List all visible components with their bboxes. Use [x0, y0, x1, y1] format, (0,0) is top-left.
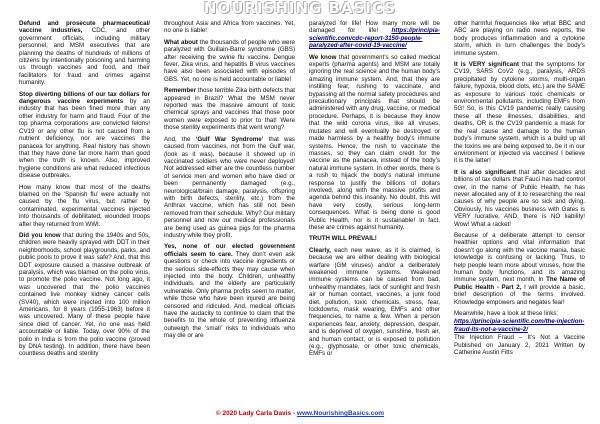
column-2 [164, 20, 295, 406]
paragraph [309, 54, 440, 232]
paragraph [454, 169, 585, 228]
paragraph [454, 232, 585, 306]
column-1 [19, 20, 150, 406]
paragraph-text: that was caused from vaccines, not from the Gulf war, (look as it was), because it showed up in vaccinated soldiers who were never deployed! Not addressed either are the countless number of service men and women who have died or been permanently damaged (e.g., neurological/brain damage, paralysis, offspring with birth defects, sterility, etc.) from the Anthrax vaccine, which has still not been removed from their schedule. Why? Our military personnel and now our medical professionals are being used as guinea pigs for the pharma industry while they profit. [164, 135, 295, 239]
paragraph: throughout Asia and Africa from vaccines. Yet, no one is liable! [164, 20, 295, 35]
paragraph [164, 243, 295, 339]
paragraph [309, 20, 440, 50]
paragraph [164, 39, 295, 83]
paragraph: other harmful frequencies like what BBC and ABC are playing on radio news reports, the body produces inflammation and a cytokine storm, which in turn challenges the body’s immune system. [454, 20, 585, 57]
lead-in: We know [309, 53, 337, 61]
lead-in: Stop diverting billions of our tax dollars for dangerous vaccine experiments [19, 90, 150, 106]
reference-link[interactable]: https://principia-scientific.com/the-injection-fraud-its-not-a-vaccine-2/ [454, 318, 585, 333]
paragraph-text: by an industry that has been fined more than any other industry for harm and fraud. Four of the top pharma corporations are convicted felons! CV19 or any other flu is not caused from a nutrient deficiency, nor are vaccines the panacea for anything. Real history has shown that they have done far more harm than good when the truth is known. Also, improved hygiene conditions are what reduced infectious disease outbreaks. [19, 98, 150, 180]
lead-in: It is also significant [454, 168, 516, 176]
paragraph-text: that government’s so called medical experts (pharma agents) and MSM are totally ignoring the real science and the human body’s amazing immune system. And, that they are instilling fear, rushing to vaccinate, and bypassing all the normal safety procedures and precautionary principals that should be administered with any drug, vaccine, or medical procedure. Perhaps, it is because they know that the wild corona virus, like all viruses, mutates and will eventually be destroyed or made harmless by a healthy body’s immune systems. Hence, the rush to vaccinate the masses, so they can claim credit for the vaccine as the panacea, instead of the body’s natural immune system. In other words, there is a rush to hijack the body’s natural immune response to justify the billions of dollars involved, along with the massive profits and agenda behind this insanity. No doubt, this will have very costly, serious long-term consequences. What is being done is good Public Health, nor is it sustainable! In fact, these are crimes against humanity. [309, 53, 440, 231]
paragraph-text: that during the 1940s and 50s, children were heavily sprayed with DDT in their neighborhoods, school playgrounds, parks, and public pools to prove it was safe? And, that this DDT exposure caused a massive outbreak of paralysis, which was blamed on the polio virus, to promote the polio vaccine. Not long ago, it was uncovered that the polio vaccines contained live monkey kidney cancer cells (SV40), which were injected into 100 million Americans, for 8 years (1955-1963) before it was uncovered. Many of these people have since died of cancer. Yet, no one was held accountable or liable. Today, over 90% of the polio in India is from the polio vaccine (proved by DNA testing). In addition, there have been countless deaths and sterility [19, 231, 150, 358]
paragraph-text: I will provide a basic, brief description of the terms involved. Knowledge empowers and negates fear! [454, 283, 585, 306]
lead-in: Did you know [19, 231, 61, 239]
lead-in: Yes, none of our elected government officials seem to care. [164, 243, 295, 258]
column-3 [309, 20, 440, 406]
paragraph: How many know that most of the deaths blamed on the ‘Spanish flu’ were actually not caused by the flu virus, but rather by contaminated, experimental vaccines injected into thousands of debilitated, wounded troops after they returned from WWI. [19, 183, 150, 228]
reference-link[interactable]: https://principia-scientific.com/cdc-report-3150-people-paralyzed-after-covid-19-vaccine/ [309, 27, 440, 50]
citation: The Injection Fraud – It’s Not a Vaccine Published on January 2, 2021 Written by Catherine Austin Fitts [454, 334, 585, 357]
website-link[interactable]: www.NourishingBasics.com [296, 410, 385, 417]
column-4 [454, 20, 585, 406]
paragraph-text: Because of a deliberate attempt to censor healthier options and vital information that doesn’t go along with the vaccine mania, basic knowledge is confusing or lacking. Thus, to help people learn more about viruses, how the human body functions, and its amazing immune system, next month, In [454, 231, 585, 284]
paragraph-text: each new wave, as it is claimed, is because we are either dealing with biological warfare (GM viruses) and/or a deliberately weakened immune systems. Weakened immune systems can be caused from bad, unhealthy mandates, lack of sunlight and fresh air or human contact, vaccines, a junk food diet, pollution, toxic chemicals, stress, fear, lockdowns, mask wearing, EMFs and other frequencies, to name a few. When a person experiences fear, anxiety, depression, despair, and is deprived of oxygen, sunshine, fresh air, and human contact, or is exposed to pollution (e.g., glyphosate, or other toxic chemicals, EMFs or [309, 246, 440, 358]
paragraph-text: those terrible Zika birth defects that appeared in Brazil? What the MSM never reported was the massive amount of toxic chemical sprays and vaccines that those poor women were exposed to prior to that! Were those sterility experiments that went wrong? [164, 87, 295, 132]
lead-in: What about [164, 38, 198, 46]
page-title: NOURISHING BASICS [0, 0, 600, 17]
paragraph-text: the thousands of people who were paralyzed with Guillain-Barre syndrome (GBS) after receiving the swine flu vaccine. Dengue fever, Zika virus, and hepatitis B virus vaccines have also been associated with episodes of GBS. Yet, no one is held accountable or liable! [164, 38, 295, 83]
paragraph-text: Meanwhile, have a look at these links: [454, 310, 559, 318]
paragraph [164, 87, 295, 131]
paragraph [19, 232, 150, 358]
footer [0, 407, 600, 421]
section-heading: TRUTH WILL PREVAIL! [309, 235, 377, 243]
paragraph-text: paralyzed for life! How many more will be damaged for life! [309, 20, 440, 35]
paragraph [164, 136, 295, 240]
lead-in: Clearly, [309, 246, 331, 254]
paragraph [19, 91, 150, 180]
article-body [19, 20, 586, 406]
lead-in: The Name of Public Health - Part 2, [454, 276, 585, 291]
lead-in: Defund and prosecute pharmaceutical/ vaccine industries, [19, 20, 150, 35]
lead-in: Remember [164, 87, 196, 95]
paragraph [454, 61, 585, 165]
paragraph-text: They don’t even ask questions or check into vaccine ingredients or the serious side-effects they may cause when injected into the body. Children, unhealthy individuals, and the elderly are particularly vulnerable. Only pharma profits seem to matter, while those who have been injured are being censored and ridiculed. And, medical officials have the audacity to continue to claim that the benefits to the whole of preventing influenza outweigh the ‘small’ risks to individuals who may die or are [164, 250, 295, 340]
paragraph-text: that after decades and billions of tax dollars that Fauci has had control over, in the name of Public Health, he has never allocated any of it to researching the real causes of why people are so sick and dying. Obviously, his vaccines business with Gates is VERY lucrative, AND, there is NO liability! Wow! What a racket! [454, 168, 585, 228]
copyright-text: © 2020 Lady Carla Davis - [215, 410, 297, 417]
paragraph [309, 247, 440, 358]
lead-in: It is VERY significant [454, 61, 520, 69]
paragraph-text: And, the [164, 135, 196, 143]
paragraph [19, 20, 150, 87]
paragraph [454, 318, 585, 333]
paragraph [454, 310, 585, 317]
paragraph-text: CDC, and other government officials, including military personnel, and MSM executives that are planning the deaths of hundreds of millions of citizens by intentionally poisoning and harming us through vaccines and food, and their facilitators for fraud and crimes against humanity. [19, 27, 150, 87]
lead-in: ‘Gulf War Syndrome’ [195, 135, 264, 143]
paragraph-text: that the symptoms for CV19, SARS CoV2 (e.g., paralysis, ARDS precipitated by cytokine storms, multi-organ failure, hypoxia, blood clots, etc.) are the SAME as exposure to various toxic chemicals or environmental pollutants, including EMFs from 5G! So, is this CV19 pandemic really causing these all these illnesses, disabilities, and deaths, OR is the CV19 pandemic a mask for the real cause and damage to the human body’s immune system, which is a build up all the toxins we are being exposed to, be it in our environment or injected via vaccines! I believe it is the latter! [454, 61, 585, 165]
